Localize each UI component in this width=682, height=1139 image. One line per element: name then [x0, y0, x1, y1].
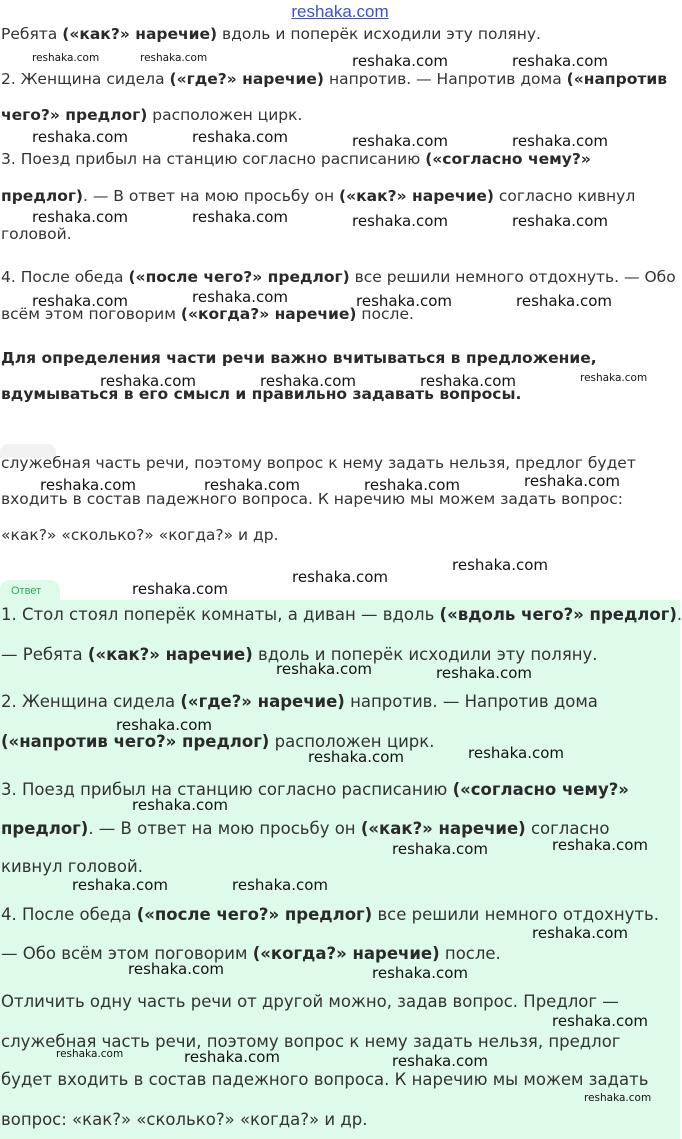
text-span: — Обо всём этом поговорим [1, 944, 253, 963]
text-span: головой. [1, 225, 72, 243]
text-span: расположен цирк. [269, 732, 435, 751]
site-logo-link[interactable]: reshaka.com [291, 2, 389, 21]
text-span: Отличить одну часть речи от другой можно, задав вопрос. Предлог — [1, 992, 619, 1011]
text-span: 1. Стол стоял поперёк комнаты, а диван — вдоль [1, 605, 440, 624]
text-span: 4. После обеда [1, 905, 137, 924]
bold-span: («напротив [566, 70, 668, 88]
question-line [1, 526, 279, 544]
watermark-text: reshaka.com [468, 744, 564, 762]
watermark-text: reshaka.com [140, 52, 208, 64]
bold-span: Для определения части речи важно вчитываться в предложение, [1, 349, 597, 367]
watermark-text: reshaka.com [512, 212, 608, 230]
answer-line [1, 692, 598, 711]
text-span: входить в состав падежного вопроса. К наречию мы можем задать вопрос: [1, 490, 623, 508]
text-span: . — В ответ на мою просьбу он [88, 819, 361, 838]
watermark-text: reshaka.com [32, 52, 100, 64]
watermark-text: reshaka.com [436, 664, 532, 682]
watermark-text: reshaka.com [116, 716, 212, 734]
text-span: будет входить в состав падежного вопроса. К наречию мы можем задать [1, 1070, 649, 1089]
answer-line [1, 944, 501, 963]
watermark-text: reshaka.com [276, 660, 372, 678]
watermark-text: reshaka.com [32, 128, 128, 146]
watermark-text: reshaka.com [232, 876, 328, 894]
bold-span: («когда?» наречие) [180, 305, 357, 323]
bold-span: («согласно чему?» [425, 150, 591, 168]
watermark-text: reshaka.com [32, 292, 128, 310]
watermark-text: reshaka.com [72, 876, 168, 894]
bold-span: («как?» наречие) [87, 645, 253, 664]
answer-line [1, 819, 609, 838]
watermark-text: reshaka.com [128, 960, 224, 978]
question-line [1, 70, 667, 88]
watermark-text: reshaka.com [260, 372, 356, 390]
text-span: «как?» «сколько?» «когда?» и др. [1, 526, 279, 544]
watermark-text: reshaka.com [192, 128, 288, 146]
watermark-text: reshaka.com [420, 372, 516, 390]
question-line [1, 150, 591, 168]
text-span: согласно кивнул [493, 187, 636, 205]
text-span: напротив. — Напротив дома [324, 70, 567, 88]
watermark-text: reshaka.com [392, 840, 488, 858]
question-line [1, 106, 302, 124]
watermark-text: reshaka.com [512, 132, 608, 150]
bold-span: («вдоль чего?» предлог) [439, 605, 677, 624]
bold-span: («после чего?» предлог) [128, 268, 350, 286]
text-span: согласно [525, 819, 610, 838]
text-span: . — В ответ на мою просьбу он [83, 187, 340, 205]
answer-line [1, 992, 619, 1011]
text-span: после. [439, 944, 501, 963]
watermark-text: reshaka.com [552, 1012, 648, 1030]
text-span: 3. Поезд прибыл на станцию согласно расписанию [1, 780, 453, 799]
question-line [1, 268, 676, 286]
bold-span: чего?» предлог) [1, 106, 148, 124]
watermark-text: reshaka.com [56, 1048, 124, 1060]
watermark-text: reshaka.com [512, 52, 608, 70]
text-span: вопрос: «как?» «сколько?» «когда?» и др. [1, 1110, 368, 1129]
text-span: служебная часть речи, поэтому вопрос к нему задать нельзя, предлог [1, 1032, 621, 1051]
watermark-text: reshaka.com [40, 476, 136, 494]
text-span: 3. Поезд прибыл на станцию согласно расписанию [1, 150, 426, 168]
answer-line [1, 605, 682, 624]
watermark-text: reshaka.com [204, 476, 300, 494]
bold-span: («где?» наречие) [180, 692, 345, 711]
watermark-text: reshaka.com [532, 924, 628, 942]
watermark-text: reshaka.com [516, 292, 612, 310]
answer-line [1, 1070, 648, 1089]
watermark-text: reshaka.com [132, 796, 228, 814]
watermark-text: reshaka.com [524, 472, 620, 490]
text-span: 4. После обеда [1, 268, 129, 286]
bold-span: («согласно чему?» [452, 780, 629, 799]
bold-span: («напротив чего?» предлог) [1, 732, 270, 751]
watermark-text: reshaka.com [192, 208, 288, 226]
question-line [1, 225, 72, 243]
text-span: кивнул головой. [1, 857, 143, 876]
watermark-text: reshaka.com [352, 52, 448, 70]
watermark-text: reshaka.com [372, 964, 468, 982]
watermark-text: reshaka.com [132, 580, 228, 598]
answer-line [1, 905, 659, 924]
question-line [1, 454, 636, 472]
bold-span: предлог) [1, 819, 89, 838]
watermark-text: reshaka.com [364, 476, 460, 494]
bold-span: («когда?» наречие) [252, 944, 440, 963]
bold-span: («как?» наречие) [62, 25, 218, 43]
watermark-text: reshaka.com [184, 1048, 280, 1066]
text-span: . [676, 605, 682, 624]
question-line [1, 25, 541, 43]
answer-badge: Ответ [0, 580, 60, 602]
watermark-text: reshaka.com [292, 568, 388, 586]
text-span: всём этом поговорим [1, 305, 181, 323]
bold-span: («как?» наречие) [339, 187, 494, 205]
watermark-text: reshaka.com [356, 292, 452, 310]
watermark-text: reshaka.com [392, 1052, 488, 1070]
question-line [1, 349, 597, 367]
watermark-text: reshaka.com [584, 1092, 652, 1104]
bold-span: вдумываться в его смысл и правильно задавать вопросы. [1, 385, 522, 403]
watermark-text: reshaka.com [308, 748, 404, 766]
watermark-text: reshaka.com [452, 556, 548, 574]
bold-span: («где?» наречие) [169, 70, 325, 88]
text-span: вдоль и поперёк исходили эту поляну. [217, 25, 541, 43]
text-span: служебная часть речи, поэтому вопрос к нему задать нельзя, предлог будет [1, 454, 636, 472]
watermark-text: reshaka.com [552, 836, 648, 854]
text-span: вдоль и поперёк исходили эту поляну. [252, 645, 598, 664]
answer-line [1, 780, 629, 799]
text-span: расположен цирк. [147, 106, 303, 124]
watermark-text: reshaka.com [100, 372, 196, 390]
question-line [1, 187, 635, 205]
answer-line [1, 857, 143, 876]
bold-span: предлог) [1, 187, 84, 205]
text-span: после. [356, 305, 414, 323]
text-span: Ребята [1, 25, 63, 43]
text-span: все решили немного отдохнуть. — Обо [349, 268, 676, 286]
watermark-text: reshaka.com [32, 208, 128, 226]
watermark-text: reshaka.com [352, 212, 448, 230]
answer-line [1, 1110, 367, 1129]
text-span: — Ребята [1, 645, 88, 664]
text-span: все решили немного отдохнуть. [372, 905, 659, 924]
watermark-text: reshaka.com [352, 132, 448, 150]
bold-span: («как?» наречие) [360, 819, 526, 838]
watermark-text: reshaka.com [192, 288, 288, 306]
bold-span: («после чего?» предлог) [136, 905, 373, 924]
text-span: 2. Женщина сидела [1, 70, 170, 88]
text-span: 2. Женщина сидела [1, 692, 181, 711]
text-span: напротив. — Напротив дома [344, 692, 598, 711]
watermark-text: reshaka.com [580, 372, 648, 384]
